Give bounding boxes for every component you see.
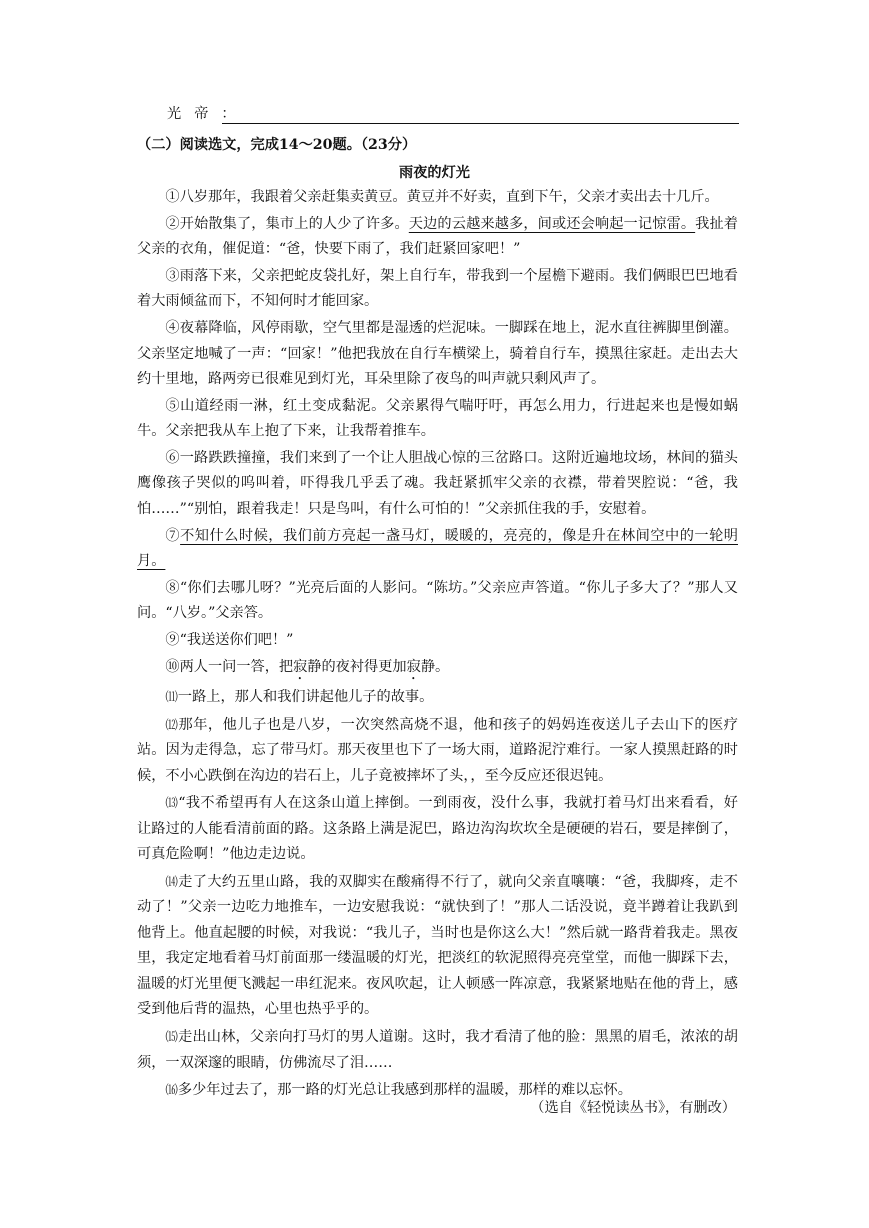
paragraph-5: ⑤山道经雨一淋，红土变成黏泥。父亲累得气喘吁吁，再怎么用力，行进起来也是慢如蜗牛。父亲把我从车上抱了下来，让我帮着推车。 bbox=[137, 397, 738, 440]
paragraph-16-text: 多少年过去了，那一路的灯光总让我感到那样的温暖，那样的难以忘怀。 bbox=[177, 1082, 632, 1099]
paragraph-13 bbox=[137, 790, 738, 868]
paragraph-13-number: ⒀ bbox=[165, 795, 179, 811]
paragraph-2-text-a: ②开始散集了，集市上的人少了许多。 bbox=[165, 215, 409, 232]
paragraph-10 bbox=[137, 655, 738, 683]
paragraph-6: ⑥一路跌跌撞撞，我们来到了一个让人胆战心惊的三岔路口。这附近遍地坟场，林间的猫头鹰像孩子哭似的呜叫着，吓得我几乎丢了魂。我赶紧抓牢父亲的衣襟，带着哭腔说：“爸，我怕……”“别怕，跟着我走！只是鸟叫，有什么可怕的！”父亲抓住我的手，安慰着。 bbox=[137, 449, 738, 517]
paragraph-16-number: ⒃ bbox=[165, 1082, 178, 1098]
section-heading: （二）阅读选文，完成14～20题。（23分） bbox=[137, 137, 417, 153]
paragraph-14 bbox=[137, 869, 738, 1023]
paragraph-10-text-a: ⑩两人一问一答，把 bbox=[165, 658, 294, 675]
underlined-sentence-2: 不知什么时候，我们前方亮起一盏马灯，暖暖的，亮亮的，像是升在林间空中的一轮明月。 bbox=[137, 527, 738, 570]
paragraph-9: ⑨“我送送你们吧！” bbox=[165, 632, 294, 648]
paragraph-8: ⑧“你们去哪儿呀？”光亮后面的人影问。“陈坊。”父亲应声答道。“你儿子多大了？”那人又问。“八岁。”父亲答。 bbox=[137, 579, 738, 622]
fill-in-line bbox=[167, 98, 739, 128]
paragraph-15-text: 走出山林，父亲向打马灯的男人道谢。这时，我才看清了他的脸：黑黑的眉毛，浓浓的胡须，一双深邃的眼睛，仿佛流尽了泪…… bbox=[137, 1029, 738, 1071]
paragraph-12-number: ⑿ bbox=[165, 716, 179, 732]
article-body bbox=[137, 185, 738, 1105]
paragraph-10-text-b: 静的夜衬得更加 bbox=[307, 658, 407, 675]
paragraph-11 bbox=[137, 684, 738, 711]
underlined-sentence-1: 天边的云越来越多，间或还会响起一记惊雷。 bbox=[408, 215, 696, 232]
paragraph-4: ④夜幕降临，风停雨歇，空气里都是湿透的烂泥味。一脚踩在地上，泥水直往裤脚里倒灌。父亲坚定地喊了一声：“回家！”他把我放在自行车横梁上，骑着自行车，摸黑往家赶。走出去大约十里地，路两旁已很难见到灯光，耳朵里除了夜鸟的叫声就只剩风声了。 bbox=[137, 320, 738, 388]
paragraph-15-number: ⒂ bbox=[165, 1029, 179, 1045]
emphasis-char-2: 寂 bbox=[406, 658, 421, 675]
paragraph-2-text-b: 我扯着父亲的衣角，催促道：“爸，快要下雨了，我们赶紧回家吧！” bbox=[137, 215, 738, 258]
source-citation: （选自《轻悦读丛书》，有删改） bbox=[530, 1100, 736, 1116]
paragraph-10-text-c: 静。 bbox=[420, 658, 450, 675]
paragraph-7-number: ⑦ bbox=[165, 527, 181, 544]
paragraph-3: ③雨落下来，父亲把蛇皮袋扎好，架上自行车，带我到一个屋檐下避雨。我们俩眼巴巴地看着大雨倾盆而下，不知何时才能回家。 bbox=[137, 267, 738, 310]
paragraph-14-number: ⒁ bbox=[165, 873, 179, 889]
paragraph-12-text: 那年，他儿子也是八岁，一次突然高烧不退，他和孩子的妈妈连夜送儿子去山下的医疗站。因为走得急，忘了带马灯。那天夜里也下了一场大雨，道路泥泞难行。一家人摸黑赶路的时候，不小心跌倒在沟边的岩石上，儿子竟被摔坏了头，，至今反应还很迟钝。 bbox=[137, 716, 738, 784]
paragraph-12 bbox=[137, 712, 738, 790]
paragraph-14-text: 走了大约五里山路，我的双脚实在酸痛得不行了，就向父亲直嚷嚷：“爸，我脚疼，走不动了！”父亲一边吃力地推车，一边安慰我说：“就快到了！”那人二话没说，竟半蹲着让我趴到他背上。他直起腰的时候，对我说：“我儿子，当时也是你这么大！”然后就一路背着我走。黑夜里，我定定地看着马灯前面那一缕温暖的灯光，把淡红的软泥照得亮亮堂堂，而他一脚踩下去，温暖的灯光里便飞溅起一串红泥来。夜风吹起，让人顿感一阵凉意，我紧紧地贴在他的背上，感受到他后背的温热，心里也热乎乎的。 bbox=[137, 873, 738, 1018]
answer-blank-line bbox=[222, 123, 739, 124]
paragraph-2 bbox=[137, 212, 738, 263]
paragraph-15 bbox=[137, 1024, 738, 1076]
paragraph-7 bbox=[137, 524, 738, 575]
fill-in-label: 光帝： bbox=[167, 106, 249, 122]
emphasis-char-1: 寂 bbox=[293, 658, 308, 675]
paragraph-13-text: “我不希望再有人在这条山道上摔倒。一到雨夜，没什么事，我就打着马灯出来看看，好让路过的人能看清前面的路。这条路上满是泥巴，路边沟沟坎坎全是硬硬的岩石，要是摔倒了，可真危险啊！”他边走边说。 bbox=[137, 795, 738, 863]
paragraph-1: ①八岁那年，我跟着父亲赶集卖黄豆。黄豆并不好卖，直到下午，父亲才卖出去十几斤。 bbox=[165, 189, 719, 205]
paragraph-11-number: ⑾ bbox=[165, 688, 178, 704]
article-title: 雨夜的灯光 bbox=[399, 165, 470, 181]
paragraph-11-text: 一路上，那人和我们讲起他儿子的故事。 bbox=[177, 688, 434, 705]
